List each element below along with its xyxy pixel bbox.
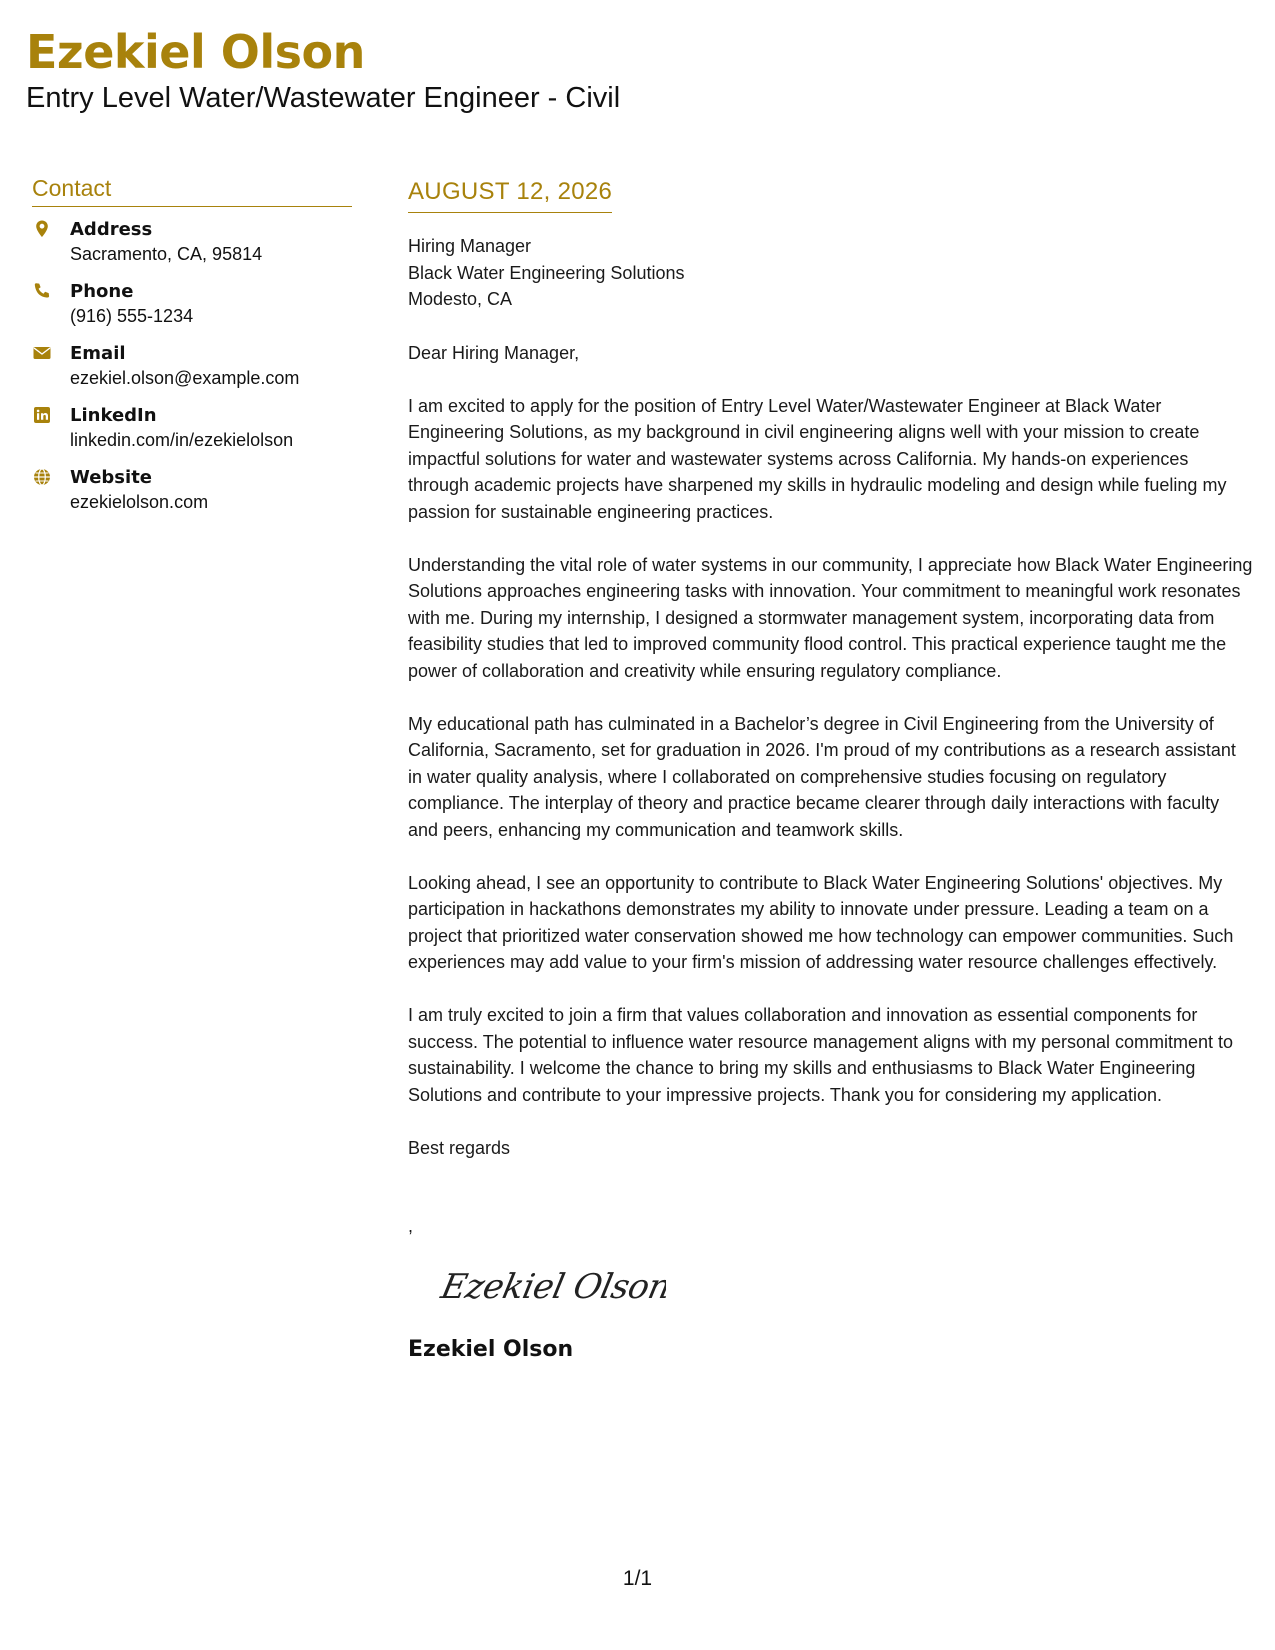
contact-value: Sacramento, CA, 95814 [70,244,263,264]
recipient-line: Hiring Manager [408,236,532,256]
phone-icon [32,281,52,301]
header [26,24,620,116]
letter-paragraph: I am truly excited to join a firm that values collaboration and innovation as essential components for success. The potential to influence water resource management aligns with my personal commitment to sustainability. I welcome the chance to bring my skills and enthusiasms to Black Water Engineering Solutions and contribute to your impressive projects. Thank you for considering my application. [408,1005,1234,1105]
closing: Best regards [408,1137,511,1158]
salutation: Dear Hiring Manager, [408,342,580,363]
globe-icon [32,467,52,487]
contact-value: (916) 555-1234 [70,306,194,326]
map-pin-icon [32,219,52,239]
page-number: 1/1 [622,1567,653,1590]
closing-comma: , [408,1216,414,1236]
letter-paragraph: Understanding the vital role of water systems in our community, I appreciate how Black Water Engineering Solutions approaches engineering tasks with innovation. Your commitment to meaningful work resonates with me. During my internship, I designed a stormwater management system, incorporating data from feasibility studies that led to improved community flood control. This practical experience taught me the power of collaboration and creativity while ensuring regulatory compliance. [408,554,1253,681]
contact-item-email [32,341,352,391]
contact-heading: Contact [32,174,352,207]
handwritten-signature [436,1258,666,1318]
svg-text:Ezekiel Olson: Ezekiel Olson [437,1266,666,1307]
contact-item-phone [32,279,352,329]
contact-label: LinkedIn [70,405,157,426]
contact-value: ezekiel.olson@example.com [70,368,300,388]
contact-item-website [32,465,352,515]
letter-paragraph: I am excited to apply for the position of Entry Level Water/Wastewater Engineer at Black Water Engineering Solutions, as my background in civil engineering aligns well with your mission to create impactful solutions for water and wastewater systems across California. My hands-on experiences through academic projects have sharpened my skills in hydraulic modeling and design while fueling my passion for sustainable engineering practices. [408,395,1227,522]
contact-sidebar [32,174,352,527]
applicant-name: Ezekiel Olson [26,25,365,79]
recipient-location: Modesto, CA [408,289,513,309]
recipient-company: Black Water Engineering Solutions [408,262,685,283]
contact-value: linkedin.com/in/ezekielolson [70,430,294,450]
letter-paragraph: My educational path has culminated in a Bachelor’s degree in Civil Engineering from the University of California, Sacramento, set for graduation in 2026. I'm proud of my contributions as a research assistant in water quality analysis, where I collaborated on comprehensive studies focusing on regulatory compliance. The interplay of theory and practice became clearer through daily interactions with faculty and peers, enhancing my communication and teamwork skills. [408,713,1236,840]
letter-paragraph: Looking ahead, I see an opportunity to contribute to Black Water Engineering Solutions' objectives. My participation in hackathons demonstrates my ability to innovate under pressure. Leading a team on a project that prioritized water conservation showed me how technology can empower communities. Such experiences may add value to your firm's mission of addressing water resource challenges effectively. [408,872,1234,972]
contact-item-linkedin [32,403,352,453]
linkedin-icon [32,405,52,425]
contact-label: Phone [70,281,134,302]
letter-body [408,178,1253,1365]
signed-name: Ezekiel Olson [408,1336,574,1362]
envelope-icon [32,343,52,363]
job-title: Entry Level Water/Wastewater Engineer - Civil [26,82,621,114]
contact-value: ezekielolson.com [70,492,209,512]
contact-item-address [32,217,352,267]
contact-label: Website [70,467,153,488]
recipient-block [408,233,1253,313]
contact-label: Address [70,219,153,240]
contact-label: Email [70,343,126,364]
letter-date: AUGUST 12, 2026 [408,178,612,213]
